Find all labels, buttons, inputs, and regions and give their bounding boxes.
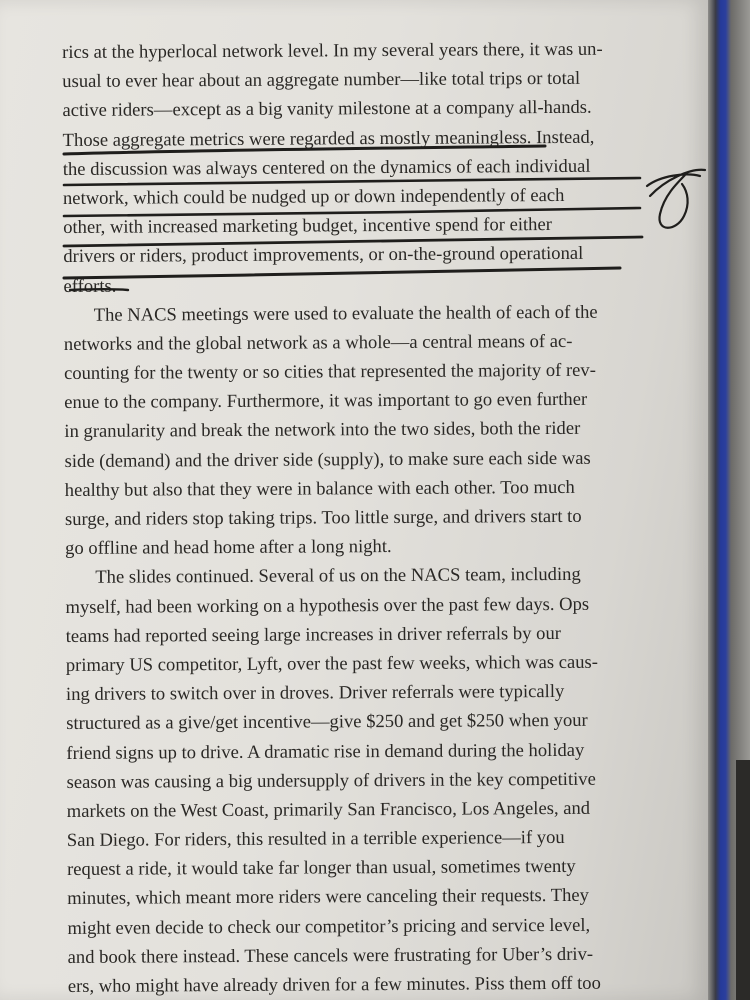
text-line: drivers or riders, product improvements, or on-the-ground operational	[63, 243, 584, 268]
text-line: the discussion was always centered on the dynamics of each individual	[62, 155, 591, 180]
text-line: structured as a give/get incentive—give $250 and get $250 when your	[66, 710, 588, 735]
text-line: usual to ever hear about an aggregate number—like total trips or total	[62, 68, 581, 93]
background-shadow	[736, 760, 750, 1000]
text-line: networks and the global network as a whole—a central means of ac-	[63, 330, 573, 355]
text-line: teams had reported seeing large increases in driver referrals by our	[65, 622, 561, 647]
text-line: counting for the twenty or so cities that represented the majority of rev-	[63, 359, 596, 385]
text-line: other, with increased marketing budget, incentive spend for either	[63, 214, 552, 239]
page-text	[62, 35, 638, 1000]
text-line: might even decide to check our competitor’s pricing and service level,	[67, 914, 591, 939]
text-line: The slides continued. Several of us on the NACS team, including	[95, 564, 581, 589]
paragraph-3	[65, 560, 638, 1000]
text-line: active riders—except as a big vanity milestone at a company all-hands.	[62, 97, 592, 122]
text-line: request a ride, it would take far longer than usual, sometimes twenty	[67, 856, 576, 881]
text-line: ers, who might have already driven for a few minutes. Piss them off too	[67, 972, 601, 997]
text-line: and book there instead. These cancels were frustrating for Uber’s driv-	[67, 943, 594, 968]
text-line: ing drivers to switch over in droves. Driver referrals were typically	[65, 681, 565, 706]
text-line: primary US competitor, Lyft, over the past few weeks, which was caus-	[65, 651, 599, 676]
text-line: Those aggregate metrics were regarded as mostly meaningless. Instead,	[62, 126, 595, 151]
text-line: The NACS meetings were used to evaluate the health of each of the	[93, 301, 598, 326]
text-line: surge, and riders stop taking trips. Too little surge, and drivers start to	[64, 505, 582, 530]
text-line: side (demand) and the driver side (supply), to make sure each side was	[64, 447, 591, 472]
paragraph-1	[62, 35, 634, 301]
text-line: San Diego. For riders, this resulted in a terrible experience—if you	[66, 827, 565, 852]
text-line: season was causing a big undersupply of drivers in the key competitive	[66, 768, 596, 793]
text-line: go offline and head home after a long night.	[65, 536, 392, 560]
text-line: enue to the company. Furthermore, it was important to go even further	[64, 389, 588, 414]
text-line: rics at the hyperlocal network level. In my several years there, it was un-	[62, 38, 603, 63]
text-line: friend signs up to drive. A dramatic rise in demand during the holiday	[66, 739, 585, 764]
text-line: efforts.	[63, 275, 117, 297]
text-line: network, which could be nudged up or down independently of each	[62, 184, 565, 209]
text-line: healthy but also that they were in balance with each other. Too much	[64, 476, 575, 501]
text-line: markets on the West Coast, primarily San Francisco, Los Angeles, and	[66, 797, 591, 822]
text-line: minutes, which meant more riders were canceling their requests. They	[67, 885, 589, 910]
text-line: in granularity and break the network into the two sides, both the rider	[64, 418, 581, 443]
text-line: myself, had been working on a hypothesis over the past few days. Ops	[65, 593, 590, 618]
paragraph-2	[64, 297, 636, 563]
